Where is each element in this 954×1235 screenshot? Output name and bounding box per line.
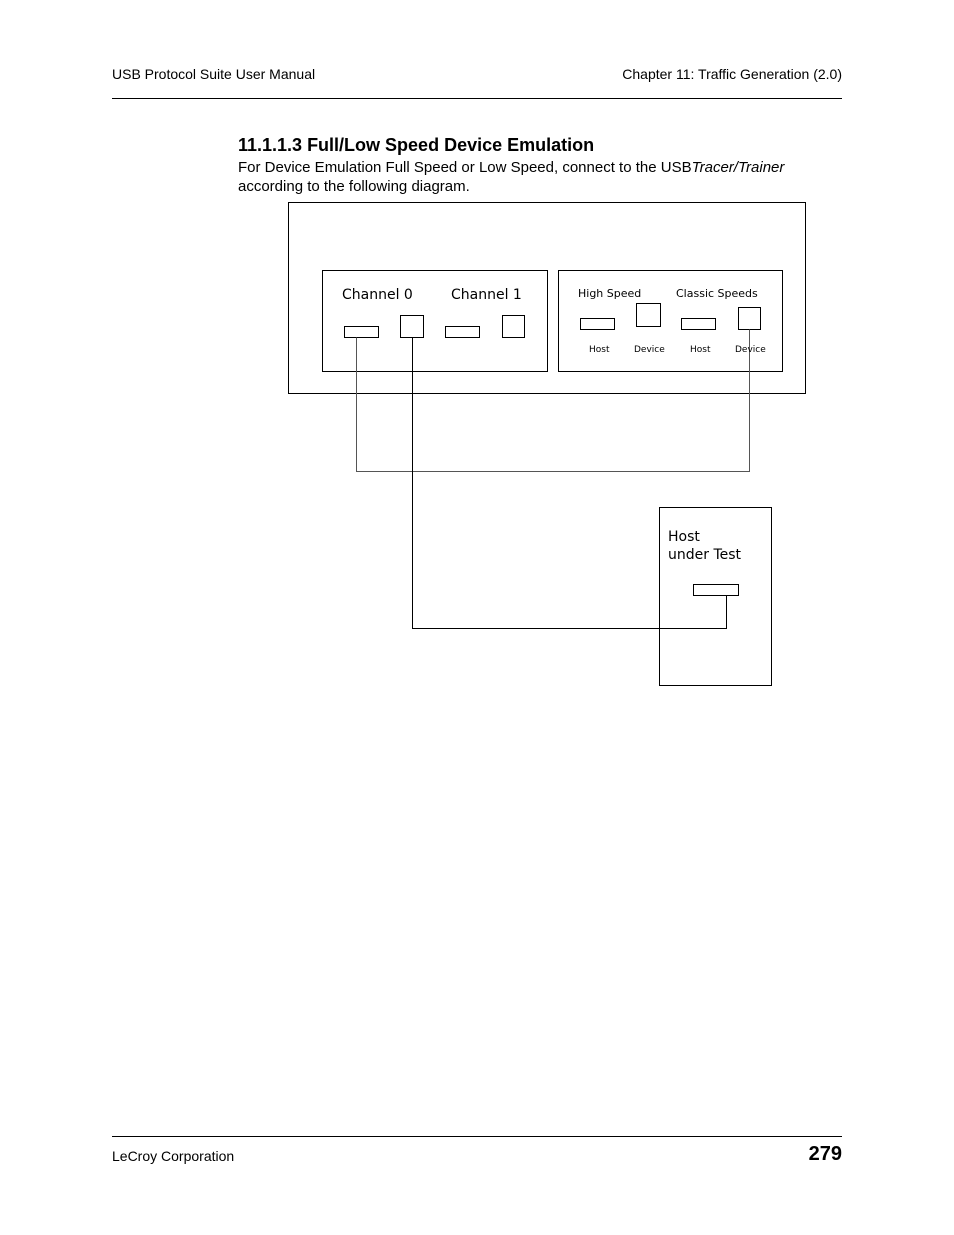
host-under-test-label-line2: under Test (668, 547, 742, 563)
cable-channel0-to-host-under-test (413, 338, 727, 629)
channel0-device-port (401, 316, 424, 338)
section-title: 11.1.1.3 Full/Low Speed Device Emulation (238, 135, 595, 155)
high-speed-host-label: Host (589, 345, 610, 355)
high-speed-device-port (637, 304, 661, 327)
classic-host-port (682, 319, 716, 330)
channel0-label: Channel 0 (342, 287, 413, 303)
classic-device-port (739, 308, 761, 330)
host-under-test-port (694, 585, 739, 596)
classic-device-label: Device (735, 345, 766, 355)
high-speed-label: High Speed (578, 287, 642, 300)
classic-host-label: Host (690, 345, 711, 355)
channel1-host-port (446, 327, 480, 338)
channel0-host-port (345, 327, 379, 338)
footer-rule (112, 1136, 842, 1137)
body-text-end: according to the following diagram. (238, 178, 470, 195)
host-under-test-label-line1: Host (668, 529, 700, 545)
footer-company: LeCroy Corporation (112, 1148, 235, 1164)
body-text-product: Tracer/Trainer (691, 159, 785, 176)
classic-speeds-label: Classic Speeds (676, 287, 758, 300)
high-speed-host-port (581, 319, 615, 330)
high-speed-device-label: Device (634, 345, 665, 355)
header-chapter-title: Chapter 11: Traffic Generation (2.0) (622, 66, 842, 82)
speed-panel (559, 271, 783, 372)
channel1-device-port (503, 316, 525, 338)
body-text-start: For Device Emulation Full Speed or Low Speed, connect to the USB (238, 159, 692, 176)
page-number: 279 (808, 1143, 842, 1165)
header-manual-title: USB Protocol Suite User Manual (112, 66, 316, 82)
channel1-label: Channel 1 (451, 287, 522, 303)
